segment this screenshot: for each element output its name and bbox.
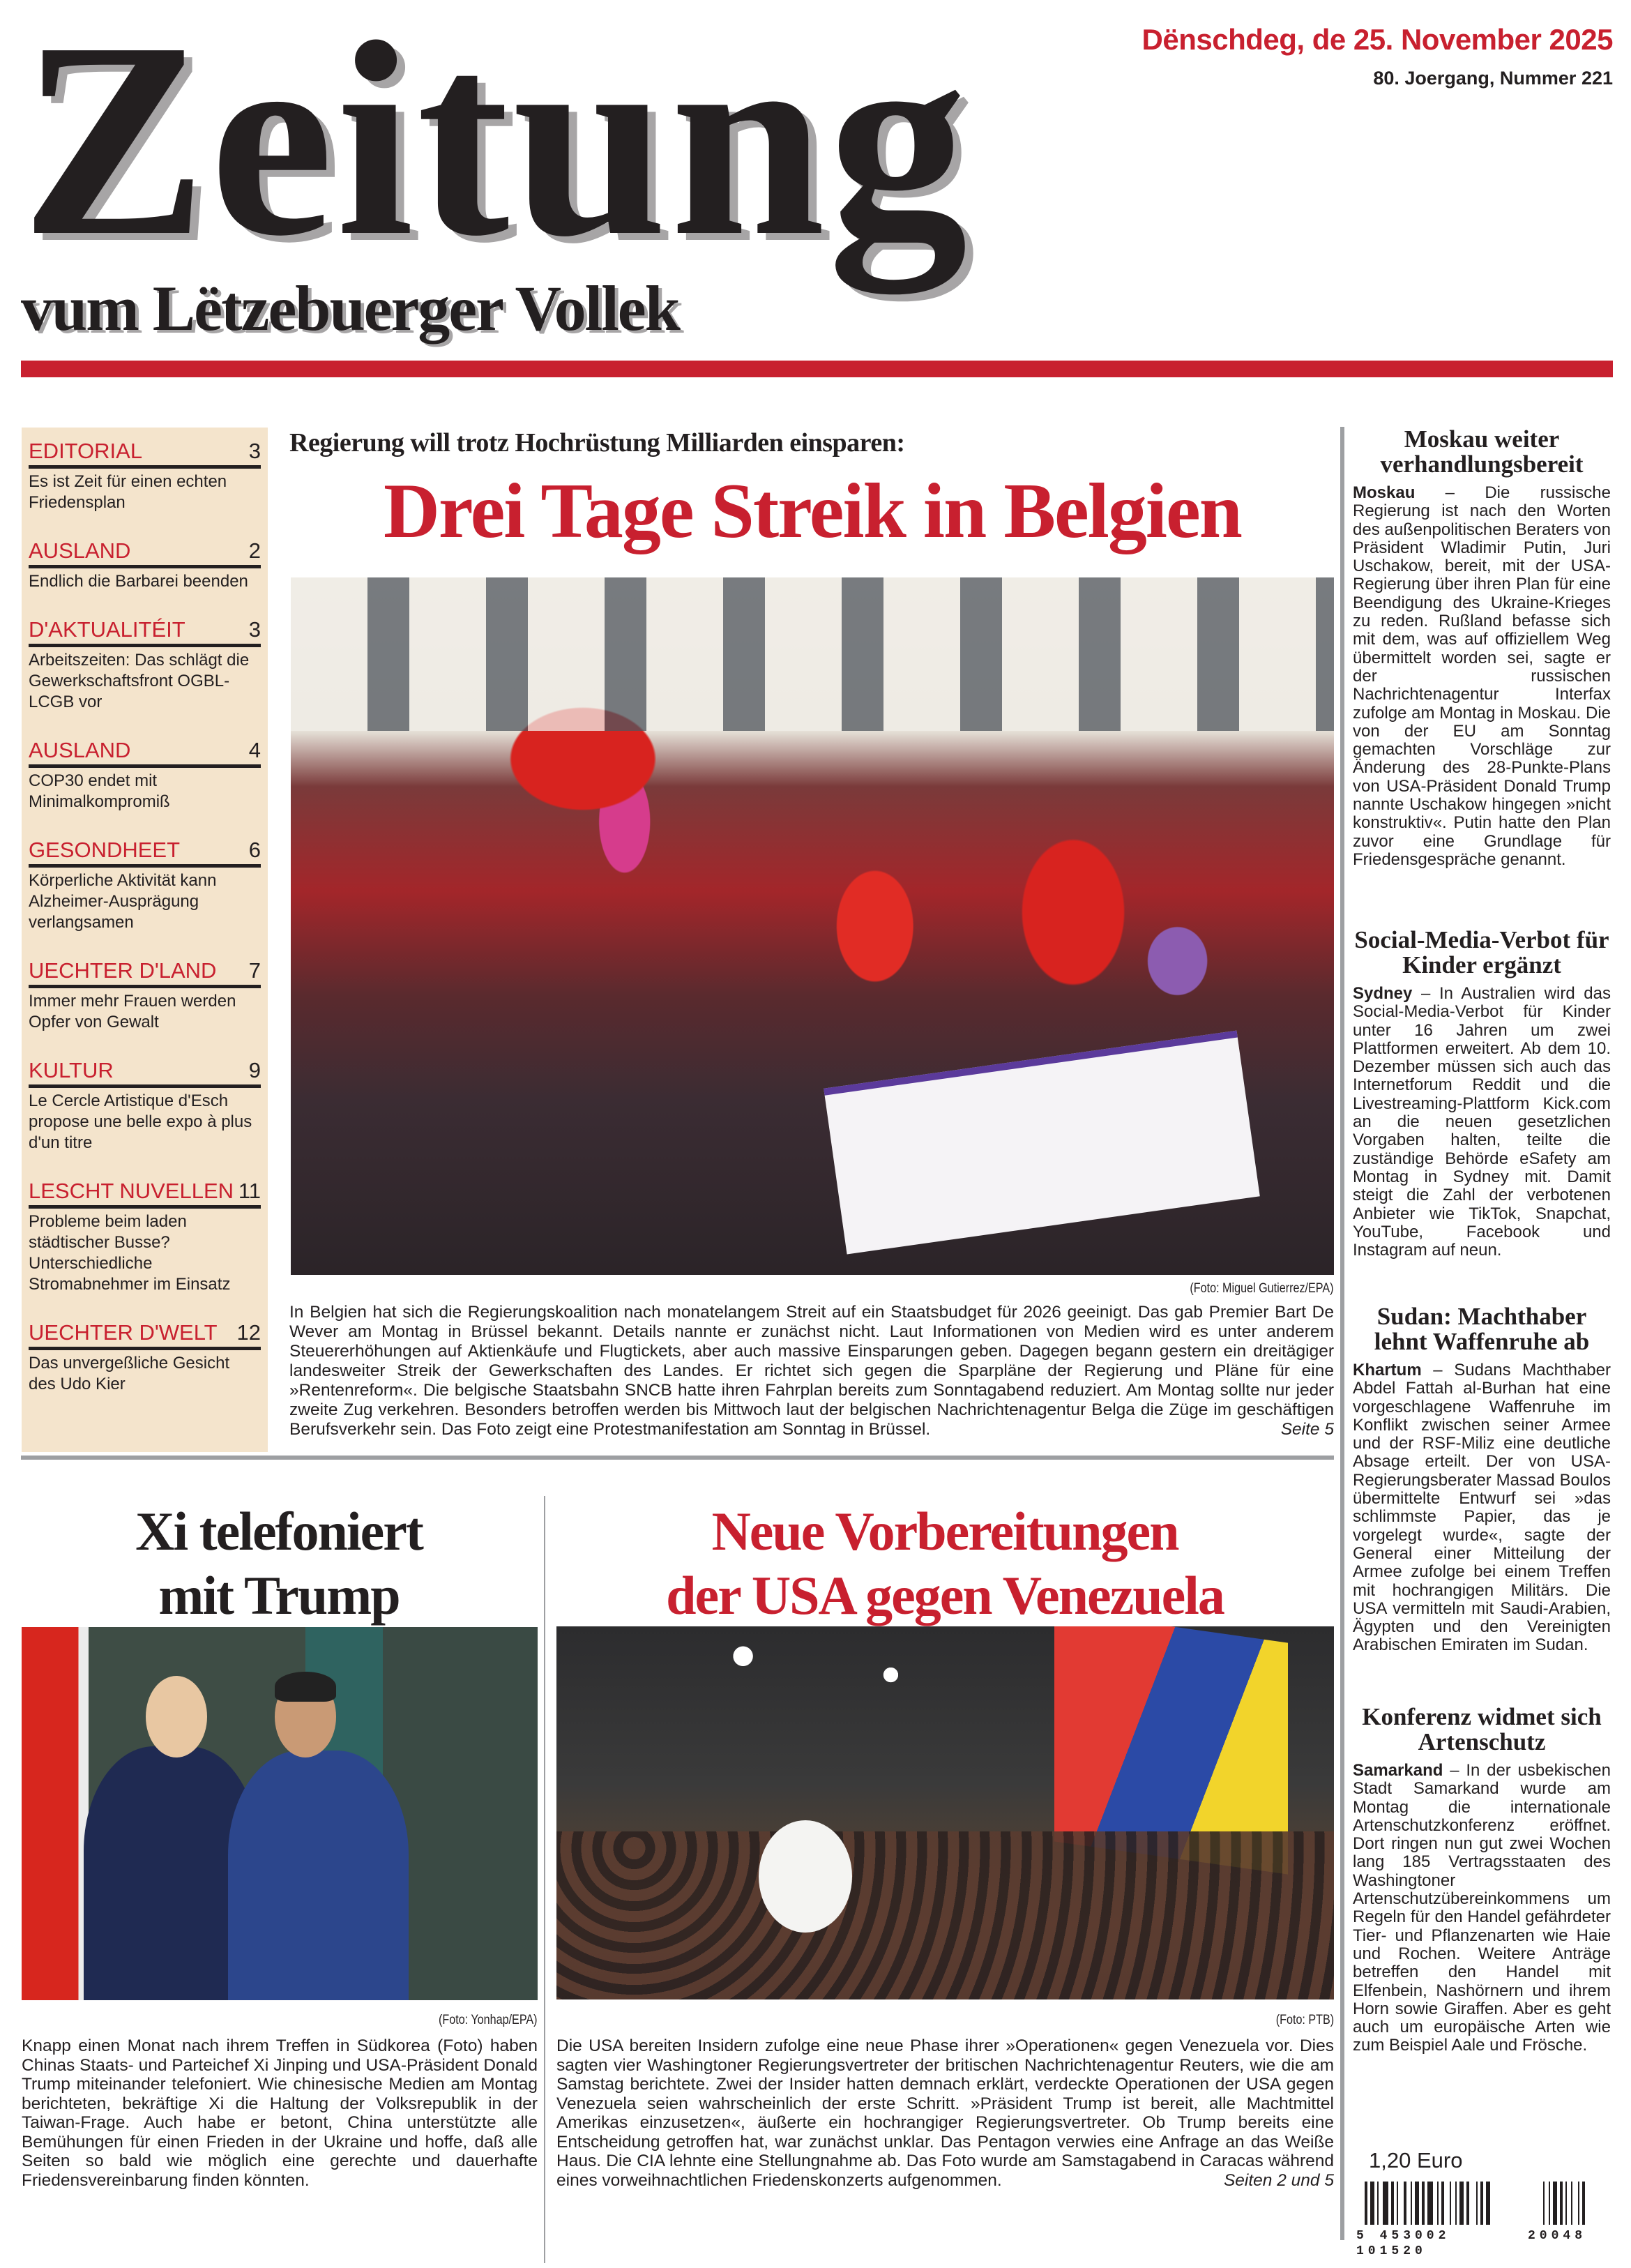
brief-sudan (1353, 1304, 1611, 1655)
barcode-bar (1480, 2182, 1483, 2225)
photo-banner (824, 1031, 1260, 1255)
toc-teaser: Das unvergeßliche Gesicht des Udo Kier (29, 1354, 230, 1393)
toc-page: 2 (248, 538, 261, 563)
brief-moskau (1353, 427, 1611, 869)
brief-body (1353, 484, 1611, 869)
photo-figure (228, 1751, 409, 2000)
toc-section: UECHTER D'LAND (29, 958, 217, 983)
table-of-contents (22, 428, 268, 1452)
toc-teaser: Arbeitszeiten: Das schlägt die Gewerkschaftsfront OGBL-LCGB vor (29, 651, 250, 711)
lead-headline[interactable]: Drei Tage Streik in Belgien (384, 468, 1241, 554)
toc-teaser: Endlich die Barbarei beenden (29, 572, 248, 591)
toc-section: EDITORIAL (29, 439, 143, 463)
brief-title[interactable]: Social-Media-Verbot für Kinder ergänzt (1354, 926, 1609, 978)
xi-photo-credit: (Foto: Yonhap/EPA) (439, 2013, 538, 2027)
brief-text: – Sudans Machthaber Abdel Fattah al-Burhan hat eine vorgeschlagene Waffenruhe im Konflikt zwischen seiner Armee und der RSF-Miliz eine deutliche Absage erteilt. Der von USA-Regierungsberater Massad Boulos übermittelte Entwurf sei »das schlimmste Papier, das je vorgelegt wurde«, sagte der General einer Mitteilung der Armee zufolge bei einem Treffen mit hochrangigen Militärs. Die USA vermitteln mit Saudi-Arabien, Ägypten und den Vereinigten Arabischen Emiraten im Sudan. (1353, 1361, 1611, 1655)
barcode-bar (1411, 2182, 1412, 2225)
brief-body (1353, 1762, 1611, 2055)
brief-social-media (1353, 928, 1611, 1260)
xi-headline-line2: mit Trump (158, 1565, 400, 1626)
newspaper-subtitle: vum Lëtzebuerger Vollek (21, 273, 679, 344)
section-divider (21, 1456, 1334, 1460)
barcode-addon-bar (1582, 2182, 1585, 2225)
price: 1,20 Euro (1369, 2148, 1463, 2172)
issue-number: 80. Joergang, Nummer 221 (1373, 68, 1613, 89)
lead-photo-credit: (Foto: Miguel Gutierrez/EPA) (1190, 1281, 1334, 1296)
brief-title[interactable]: Moskau weiter verhandlungsbereit (1380, 425, 1584, 478)
photo-figure-head (146, 1676, 208, 1758)
xi-body: Knapp einen Monat nach ihrem Treffen in Südkorea (Foto) haben Chinas Staats- und Parteichef Xi Jinping und USA-Präsident Donald Trump miteinander telefoniert. Wie chinesische Medien am Montag berichteten, bekräftige Xi die Haltung der Volksrepublik in der Taiwan-Frage. Auch habe er betont, China unterstützte alle Bemühungen für einen Frieden in der Ukraine und hoffe, daß alle Seiten so bald wie möglich eine gerechte und dauerhafte Friedensvereinbarung finden könnten. (22, 2036, 538, 2190)
toc-teaser: Probleme beim laden städtischer Busse? Unterschiedliche Stromabnehmer im Einsatz (29, 1212, 231, 1294)
brief-body (1353, 1361, 1611, 1655)
barcode-bar (1404, 2182, 1406, 2225)
barcode-main-digits: 5 453002 101520 (1356, 2229, 1450, 2258)
barcode-bar (1391, 2182, 1394, 2225)
barcode-addon-bar (1553, 2182, 1557, 2225)
barcode-bar (1422, 2182, 1425, 2225)
toc-page: 3 (248, 439, 261, 463)
toc-item-editorial[interactable] (29, 439, 261, 513)
toc-item-uechter-dland[interactable] (29, 958, 261, 1033)
toc-item-ausland-2[interactable] (29, 738, 261, 812)
toc-section: LESCHT NUVELLEN (29, 1179, 234, 1203)
barcode-bar (1383, 2182, 1388, 2225)
lead-page-ref[interactable]: Seite 5 (1280, 1420, 1334, 1439)
xi-trump-photo (22, 1627, 538, 2000)
barcode-bar (1486, 2182, 1490, 2225)
venezuela-photo (556, 1626, 1334, 1999)
barcode-bar (1370, 2182, 1374, 2225)
lead-kicker: Regierung will trotz Hochrüstung Milliarden einsparen: (289, 428, 905, 458)
toc-page: 12 (236, 1320, 261, 1345)
venezuela-body-text: Die USA bereiten Insidern zufolge eine neue Phase ihrer »Operationen« gegen Venezuela vor. Dies sagten vier Washingtoner Regierungsvertreter der britischen Nachrichtenagentur Reuters, wie die am Samstag berichtete. Zwei der Insider hatten demnach erklärt, verdeckte Operationen der USA gegen Venezuela seien wahrscheinlich der erste Schritt. »Präsident Trump ist bereit, alle Machtmittel Amerikas einzusetzen«, äußerte ein hochrangiger Regierungsvertreter. Ob Trump bereits eine Entscheidung getroffen hat, war zunächst unklar. Das Pentagon verwies eine Anfrage an das Weiße Haus. Die CIA lehnte eine Stellungnahme ab. Das Foto wurde am Samstagabend in Caracas während eines vorweihnachtlichen Friedenskonzerts aufgenommen. (556, 2036, 1334, 2190)
venezuela-headline[interactable] (551, 1499, 1339, 1628)
column-divider (544, 1496, 545, 2263)
barcode-addon-bar (1560, 2182, 1563, 2225)
toc-page: 7 (248, 958, 261, 983)
brief-dateline: Moskau (1353, 483, 1416, 502)
toc-item-kultur[interactable] (29, 1058, 261, 1154)
barcode-bar (1377, 2182, 1379, 2225)
toc-page: 3 (248, 617, 261, 642)
brief-text: – In der usbekischen Stadt Samarkand wurde am Montag die internationale Artenschutzkonferenz eröffnet. Dort ringen nun gut zwei Wochen lang 185 Vertragsstaaten des Washingtoner Artenschutzübereinkommens um Regeln für den Handel gefährdeter Tier- und Pflanzenarten wie Haie und Rochen. Weitere Anträge betreffen den Handel mit Elfenbein, Nashörnern und ihrem Horn sowie Giraffen. Aber es geht auch um europäische Arten wie zum Beispiel Aale und Frösche. (1353, 1761, 1611, 2055)
barcode-bar (1427, 2182, 1433, 2225)
venezuela-headline-line1: Neue Vorbereitungen (711, 1501, 1178, 1562)
barcode-bar (1450, 2182, 1451, 2225)
barcode-bar (1437, 2182, 1439, 2225)
newspaper-logo: Zeitung (21, 0, 971, 294)
photo-hat (759, 1820, 852, 1933)
venezuela-page-ref[interactable]: Seiten 2 und 5 (1223, 2170, 1334, 2190)
brief-body (1353, 985, 1611, 1260)
venezuela-photo-credit: (Foto: PTB) (1275, 2013, 1334, 2027)
barcode-addon-bar (1543, 2182, 1545, 2225)
photo-building (291, 577, 1334, 731)
toc-section: AUSLAND (29, 538, 131, 563)
toc-section: UECHTER D'WELT (29, 1320, 218, 1345)
toc-page: 4 (248, 738, 261, 762)
toc-teaser: Immer mehr Frauen werden Opfer von Gewalt (29, 992, 236, 1031)
barcode-addon-bar (1565, 2182, 1567, 2225)
toc-section: AUSLAND (29, 738, 131, 762)
barcode-bar (1415, 2182, 1419, 2225)
toc-teaser: COP30 endet mit Minimalkompromiß (29, 771, 170, 811)
photo-crowd (556, 1831, 1334, 1999)
toc-section: D'AKTUALITÉIT (29, 617, 185, 642)
barcode-bar (1365, 2182, 1367, 2225)
venezuela-headline-line2: der USA gegen Venezuela (666, 1565, 1224, 1626)
brief-text: – Die russische Regierung ist nach den Worten des außenpolitischen Beraters von Präsident Wladimir Putin, Juri Uschakow, bereit, mit der USA-Regierung über ihren Plan für eine Beendigung des Ukraine-Krieges zu reden. Rußland befasse sich mit dem, was auf offiziellem Weg übermittelt worden sei, sagte er der russischen Nachrichtenagentur Interfax zufolge am Montag in Moskau. Die von der EU am Sonntag gemachten Vorschläge zur Änderung des 28-Punkte-Plans von USA-Präsident Donald Trump nannte Uschakow hingegen »nicht konstruktiv«. Putin hatte den Plan zuvor eine Grundlage für Friedensgespräche genannt. (1353, 483, 1611, 869)
xi-headline-line1: Xi telefoniert (135, 1501, 423, 1562)
barcode-bar (1455, 2182, 1457, 2225)
toc-item-ausland[interactable] (29, 538, 261, 592)
lead-photo-protest (291, 577, 1334, 1275)
lead-body (289, 1303, 1334, 1439)
xi-headline[interactable] (21, 1499, 537, 1628)
barcode-addon-bar (1571, 2182, 1572, 2225)
brief-dateline: Sydney (1353, 984, 1413, 1003)
barcode-bars (1356, 2182, 1593, 2225)
barcode-bar (1397, 2182, 1398, 2225)
toc-teaser: Es ist Zeit für einen echten Friedensplan (29, 472, 227, 512)
toc-item-uechter-dwelt[interactable] (29, 1320, 261, 1395)
issue-date: Dënschdeg, de 25. November 2025 (1141, 23, 1613, 56)
toc-page: 6 (248, 838, 261, 862)
toc-teaser: Körperliche Aktivität kann Alzheimer-Ausprägung verlangsamen (29, 871, 217, 932)
lead-body-text: In Belgien hat sich die Regierungskoalition nach monatelangem Streit auf ein Staatsbudget für 2026 geeinigt. Das gab Premier Bart De Wever am Montag in Brüssel bekannt. Details nannte er zunächst nicht. Laut Informationen von Medien wird es unter anderem Steuererhöhungen auf Aktienkäufe und Flugtickets, aber auch massive Einsparungen geben. Dagegen begann gestern ein dreitägiger landesweiter Streik der Gewerkschaften des Landes. Er richtet sich gegen die Sparpläne der Regierung und Pläne für eine »Rentenreform«. Die belgische Staatsbahn SNCB hatte ihren Fahrplan bereits zum Sonntagabend reduziert. Am Montag sollte nur jeder zweite Zug verkehren. Besonders betroffen werden bis Mittwoch laut der belgischen Nachrichtenagentur Belga die Züge im geschäftigen Berufsverkehr sein. Das Foto zeigt eine Protestmanifestation am Sonntag in Brüssel. (289, 1303, 1334, 1439)
barcode-addon-bar (1578, 2182, 1579, 2225)
barcode-addon-digits: 20048 (1527, 2229, 1586, 2243)
barcode-bar (1441, 2182, 1444, 2225)
barcode-addon-bar (1549, 2182, 1550, 2225)
brief-dateline: Khartum (1353, 1361, 1422, 1379)
masthead-divider (21, 361, 1613, 377)
toc-section: GESONDHEET (29, 838, 181, 862)
photo-figure-hair (275, 1672, 337, 1702)
brief-text: – In Australien wird das Social-Media-Verbot für Kinder unter 16 Jahren um zwei Plattformen erweitert. Ab dem 10. Dezember müssen sich auch das Internetforum Reddit und die Livestreaming-Plattform Kick.com an die neuen gesetzlichen Vorgaben halten, teilte die zuständige Behörde eSafety am Montag in Sydney mit. Damit steigt die Zahl der verbotenen Anbieter wie TikTok, Snapchat, YouTube, Facebook und Instagram auf neun. (1353, 984, 1611, 1260)
toc-section: KULTUR (29, 1058, 114, 1082)
toc-item-aktualiteit[interactable] (29, 617, 261, 713)
barcode-bar (1466, 2182, 1469, 2225)
toc-item-gesondheet[interactable] (29, 838, 261, 933)
barcode-bar (1459, 2182, 1464, 2225)
toc-item-lescht-nuvellen[interactable] (29, 1179, 261, 1295)
barcode-bar (1476, 2182, 1478, 2225)
brief-dateline: Samarkand (1353, 1761, 1443, 1780)
toc-page: 11 (238, 1179, 261, 1203)
brief-artenschutz (1353, 1704, 1611, 2055)
brief-title[interactable]: Konferenz widmet sich Artenschutz (1362, 1703, 1602, 1755)
venezuela-body (556, 2036, 1334, 2190)
barcode (1356, 2182, 1593, 2258)
toc-page: 9 (248, 1058, 261, 1082)
toc-teaser: Le Cercle Artistique d'Esch propose une belle expo à plus d'un titre (29, 1091, 252, 1152)
brief-title[interactable]: Sudan: Machthaber lehnt Waffenruhe ab (1374, 1303, 1590, 1355)
column-divider (1340, 427, 1344, 2240)
